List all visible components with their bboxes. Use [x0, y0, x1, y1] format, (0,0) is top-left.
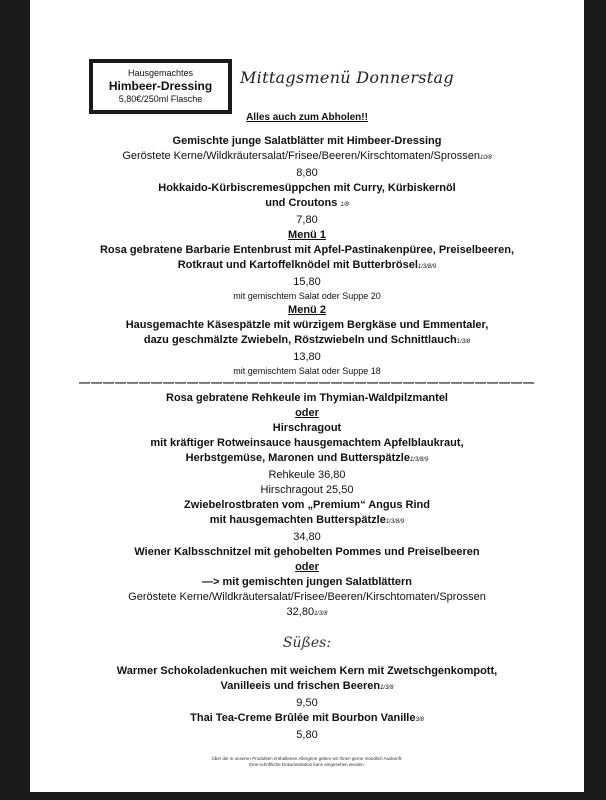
zwiebel-line-1: Zwiebelrostbraten vom „Premium“ Angus Rind	[184, 499, 430, 511]
wiener-line-1: Wiener Kalbsschnitzel mit gehobelten Pommes und Preiselbeeren	[134, 546, 480, 558]
salad-price: 8,80	[296, 167, 318, 179]
menu1-price: 15,80	[293, 276, 321, 288]
choc-line-1: Warmer Schokoladenkuchen mit weichem Kern mit Zwetschgenkompott,	[116, 665, 498, 677]
allergen-note: 1/3/8/9	[385, 519, 405, 525]
menu1-line-2: Rotkraut und Kartoffelknödel mit Butterbrösel1/3/8/9	[177, 259, 437, 271]
menu2-line-2: dazu geschmälzte Zwiebeln, Röstzwiebeln und Schnittlauch1/3/8	[143, 334, 471, 346]
soup-price: 7,80	[296, 214, 318, 226]
menu1-label: Menü 1	[288, 229, 326, 241]
sign-line-2: Himbeer-Dressing	[108, 79, 213, 93]
footer-line-2: Eine schriftliche Dokumentation kann eingesehen werden.	[249, 762, 365, 767]
game-line-2: Hirschragout	[272, 422, 342, 434]
menu2-extra: mit gemischtem Salat oder Suppe 18	[233, 366, 381, 376]
choc-line-2: Vanilleeis und frischen Beeren1/3/8	[220, 680, 394, 692]
wiener-price: 32,801/3/8	[286, 606, 328, 618]
section-divider: ——————————————————————————————————————	[79, 378, 535, 389]
allergen-note: 10/8	[479, 155, 492, 161]
menu1-line-1: Rosa gebratene Barbarie Entenbrust mit Apfel-Pastinakenpüree, Preiselbeeren,	[99, 244, 515, 256]
game-line-4: Herbstgemüse, Maronen und Butterspätzle1/3/8/9	[185, 452, 429, 464]
allergen-note: 1/8	[340, 202, 349, 208]
allergen-note: 1/3/8	[456, 339, 471, 345]
game-line-3: mit kräftiger Rotweinsauce hausgemachtem Apfelblaukraut,	[150, 437, 464, 449]
footer-line-1: Über die in unseren Produkten enthaltenen Allergene geben wir Ihnen gerne mündlich Auskunft.	[211, 756, 403, 761]
thai-price: 5,80	[296, 729, 318, 741]
sign-line-1: Hausgemachtes	[127, 68, 194, 78]
game-or: oder	[295, 407, 319, 419]
menu-page	[30, 0, 584, 792]
menu2-price: 13,80	[293, 351, 321, 363]
allergen-note: 1/3/8/9	[409, 457, 429, 463]
sweets-heading: Süßes:	[282, 635, 332, 651]
dressing-sign	[89, 59, 232, 114]
wiener-or: oder	[295, 561, 319, 573]
salad-name: Gemischte junge Salatblätter mit Himbeer-Dressing	[172, 135, 442, 147]
game-line-1: Rosa gebratene Rehkeule im Thymian-Waldpilzmantel	[166, 392, 448, 404]
game-price-2: Hirschragout 25,50	[260, 484, 354, 496]
allergen-note: 1/3/8/9	[417, 264, 437, 270]
sign-line-3: 5,80€/250ml Flasche	[118, 94, 203, 104]
pickup-note: Alles auch zum Abholen!!	[246, 112, 368, 123]
salad-desc: Geröstete Kerne/Wildkräutersalat/Frisee/Beeren/Kirschtomaten/Sprossen10/8	[122, 150, 492, 162]
allergen-note: 1/3/8	[380, 685, 394, 691]
allergen-note: 1/3/8	[314, 611, 328, 617]
zwiebel-price: 34,80	[293, 531, 321, 543]
menu1-extra: mit gemischtem Salat oder Suppe 20	[233, 291, 381, 301]
menu-content	[30, 112, 584, 768]
thai-name: Thai Tea-Creme Brûlée mit Bourbon Vanille3/8	[190, 712, 424, 724]
choc-price: 9,50	[296, 697, 318, 709]
zwiebel-line-2: mit hausgemachten Butterspätzle1/3/8/9	[209, 514, 405, 526]
menu-title: Mittagsmenü Donnerstag	[240, 68, 454, 87]
allergen-note: 3/8	[415, 717, 424, 723]
soup-line-1: Hokkaido-Kürbiscremesüppchen mit Curry, Kürbiskernöl	[158, 182, 456, 194]
wiener-desc: Geröstete Kerne/Wildkräutersalat/Frisee/Beeren/Kirschtomaten/Sprossen	[128, 591, 486, 603]
soup-line-2: und Croutons 1/8	[265, 197, 349, 209]
menu2-line-1: Hausgemachte Käsespätzle mit würzigem Bergkäse und Emmentaler,	[125, 319, 489, 331]
wiener-line-2: —> mit gemischten jungen Salatblättern	[202, 576, 412, 588]
menu2-label: Menü 2	[288, 304, 326, 316]
game-price-1: Rehkeule 36,80	[268, 469, 346, 481]
